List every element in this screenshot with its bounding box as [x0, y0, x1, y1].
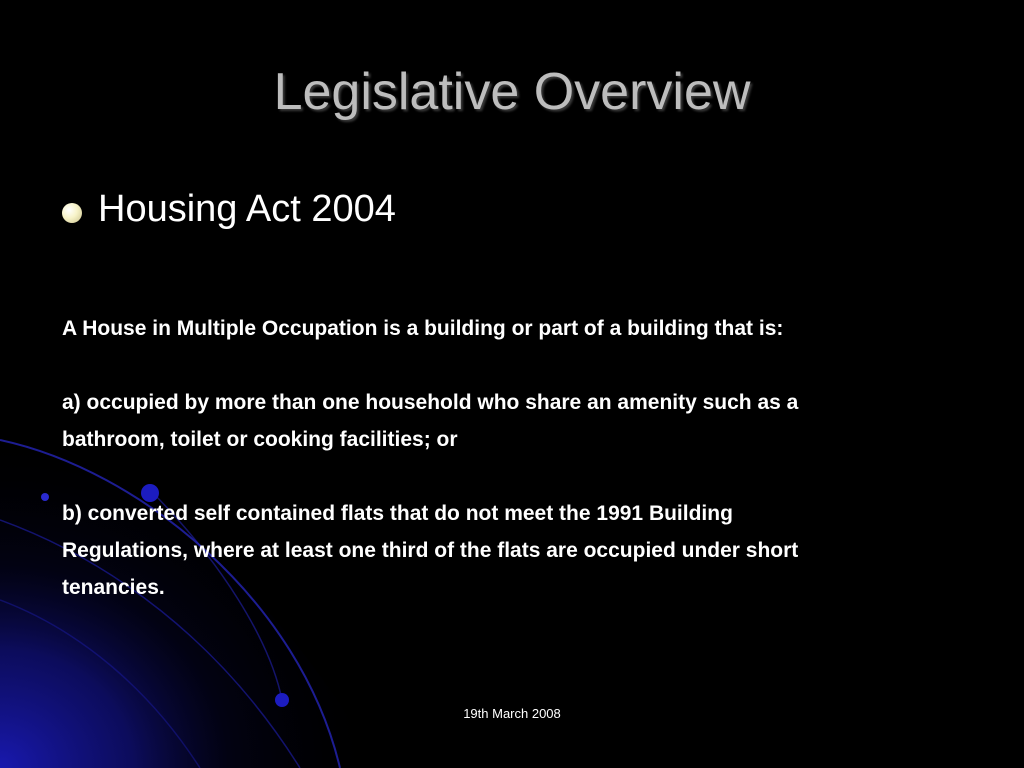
item-a-line-1: a) occupied by more than one household who share an amenity such as a	[62, 391, 799, 414]
definition-text: A House in Multiple Occupation is a building or part of a building that is:	[62, 317, 784, 340]
footer-date: 19th March 2008	[463, 706, 561, 721]
item-a-line-2: bathroom, toilet or cooking facilities; or	[62, 428, 458, 451]
bullet-icon	[62, 203, 82, 223]
item-b-line-1: b) converted self contained flats that do not meet the 1991 Building	[62, 502, 733, 525]
bullet-text: Housing Act 2004	[98, 188, 396, 230]
body-text	[62, 310, 982, 606]
item-b-line-2: Regulations, where at least one third of the flats are occupied under short	[62, 539, 799, 562]
item-b-line-3: tenancies.	[62, 576, 165, 599]
slide-title: Legislative Overview	[273, 63, 751, 121]
bullet-item	[62, 188, 396, 231]
